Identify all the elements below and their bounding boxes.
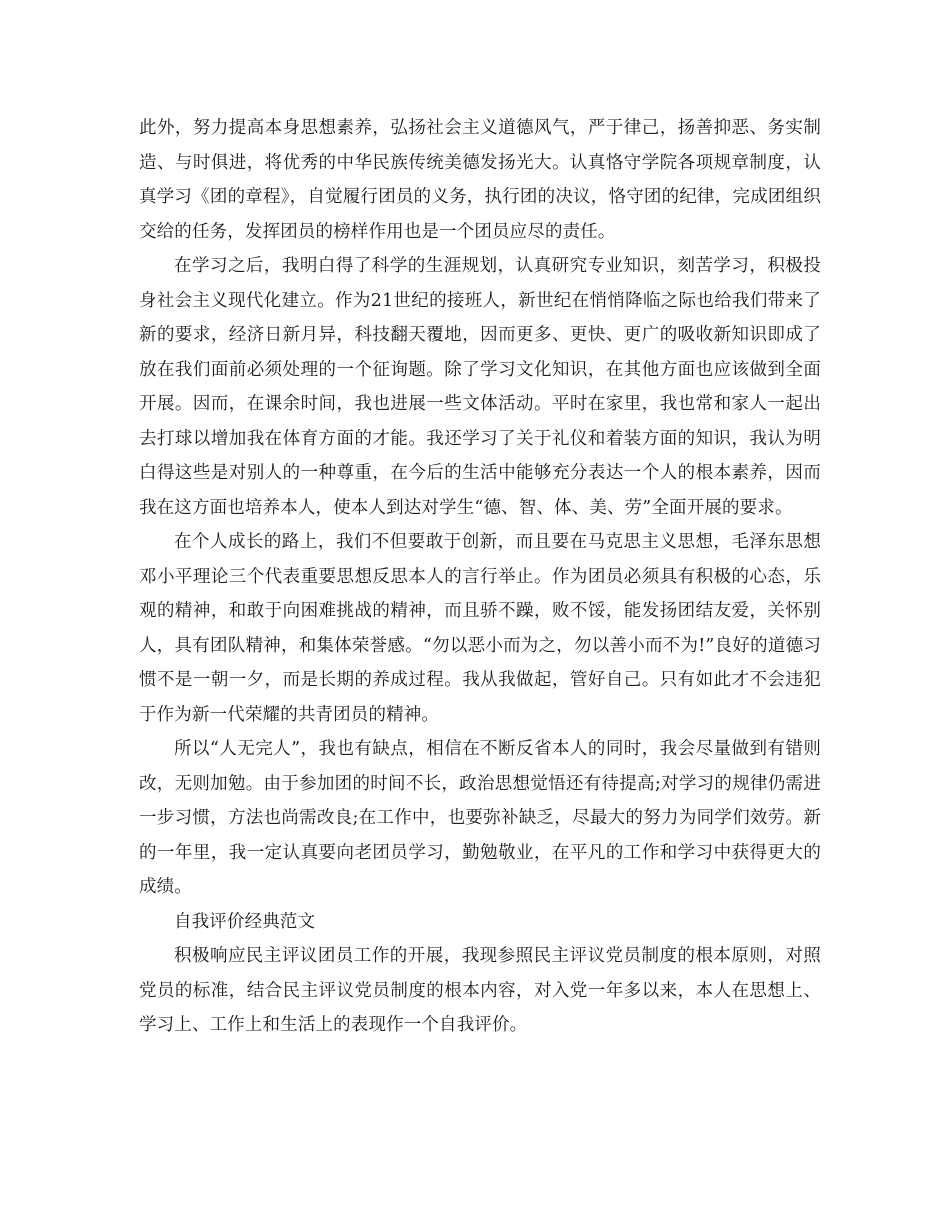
paragraph-study-planning: 在学习之后，我明白得了科学的生涯规划，认真研究专业知识，刻苦学习，积极投身社会主义现代化建立。作为21世纪的接班人，新世纪在悄悄降临之际也给我们带来了新的要求，经济日新月异，科技翻天覆地，因而更多、更快、更广的吸收新知识即成了放在我们面前必须处理的一个征询题。除了学习文化知识，在其他方面也应该做到全面开展。因而，在课余时间，我也进展一些文体活动。平时在家里，我也常和家人一起出去打球以增加我在体育方面的才能。我还学习了关于礼仪和着装方面的知识，我认为明白得这些是对别人的一种尊重，在今后的生活中能够充分表达一个人的根本素养，因而我在这方面也培养本人，使本人到达对学生“德、智、体、美、劳”全面开展的要求。 bbox=[139, 256, 821, 518]
paragraph-evaluation-intro: 积极响应民主评议团员工作的开展，我现参照民主评议党员制度的根本原则，对照党员的标准，结合民主评议党员制度的根本内容，对入党一年多以来，本人在思想上、学习上、工作上和生活上的表现作一个自我评价。 bbox=[139, 946, 821, 1035]
paragraph-team-duties: 此外，努力提高本身思想素养，弘扬社会主义道德风气，严于律己，扬善抑恶、务实制造、与时俱进，将优秀的中华民族传统美德发扬光大。认真恪守学院各项规章制度，认真学习《团的章程》，自觉履行团员的义务，执行团的决议，恪守团的纪律，完成团组织交给的任务，发挥团员的榜样作用也是一个团员应尽的责任。 bbox=[139, 118, 821, 242]
paragraph-self-reflection: 所以“人无完人”，我也有缺点，相信在不断反省本人的同时，我会尽量做到有错则改，无则加勉。由于参加团的时间不长，政治思想觉悟还有待提高;对学习的规律仍需进一步习惯，方法也尚需改良;在工作中，也要弥补缺乏，尽最大的努力为同学们效劳。新的一年里，我一定认真要向老团员学习，勤勉敬业，在平凡的工作和学习中获得更大的成绩。 bbox=[139, 739, 821, 897]
section-heading: 自我评价经典范文 bbox=[174, 911, 316, 932]
document-page bbox=[139, 111, 821, 1043]
paragraph-personal-growth: 在个人成长的路上，我们不但要敢于创新，而且要在马克思主义思想，毛泽东思想邓小平理论三个代表重要思想反思本人的言行举止。作为团员必须具有积极的心态，乐观的精神，和敢于向困难挑战的精神，而且骄不躁，败不馁，能发扬团结友爱，关怀别人，具有团队精神，和集体荣誉感。“勿以恶小而为之，勿以善小而不为!”良好的道德习惯不是一朝一夕，而是长期的养成过程。我从我做起，管好自己。只有如此才不会违犯于作为新一代荣耀的共青团员的精神。 bbox=[139, 532, 821, 725]
